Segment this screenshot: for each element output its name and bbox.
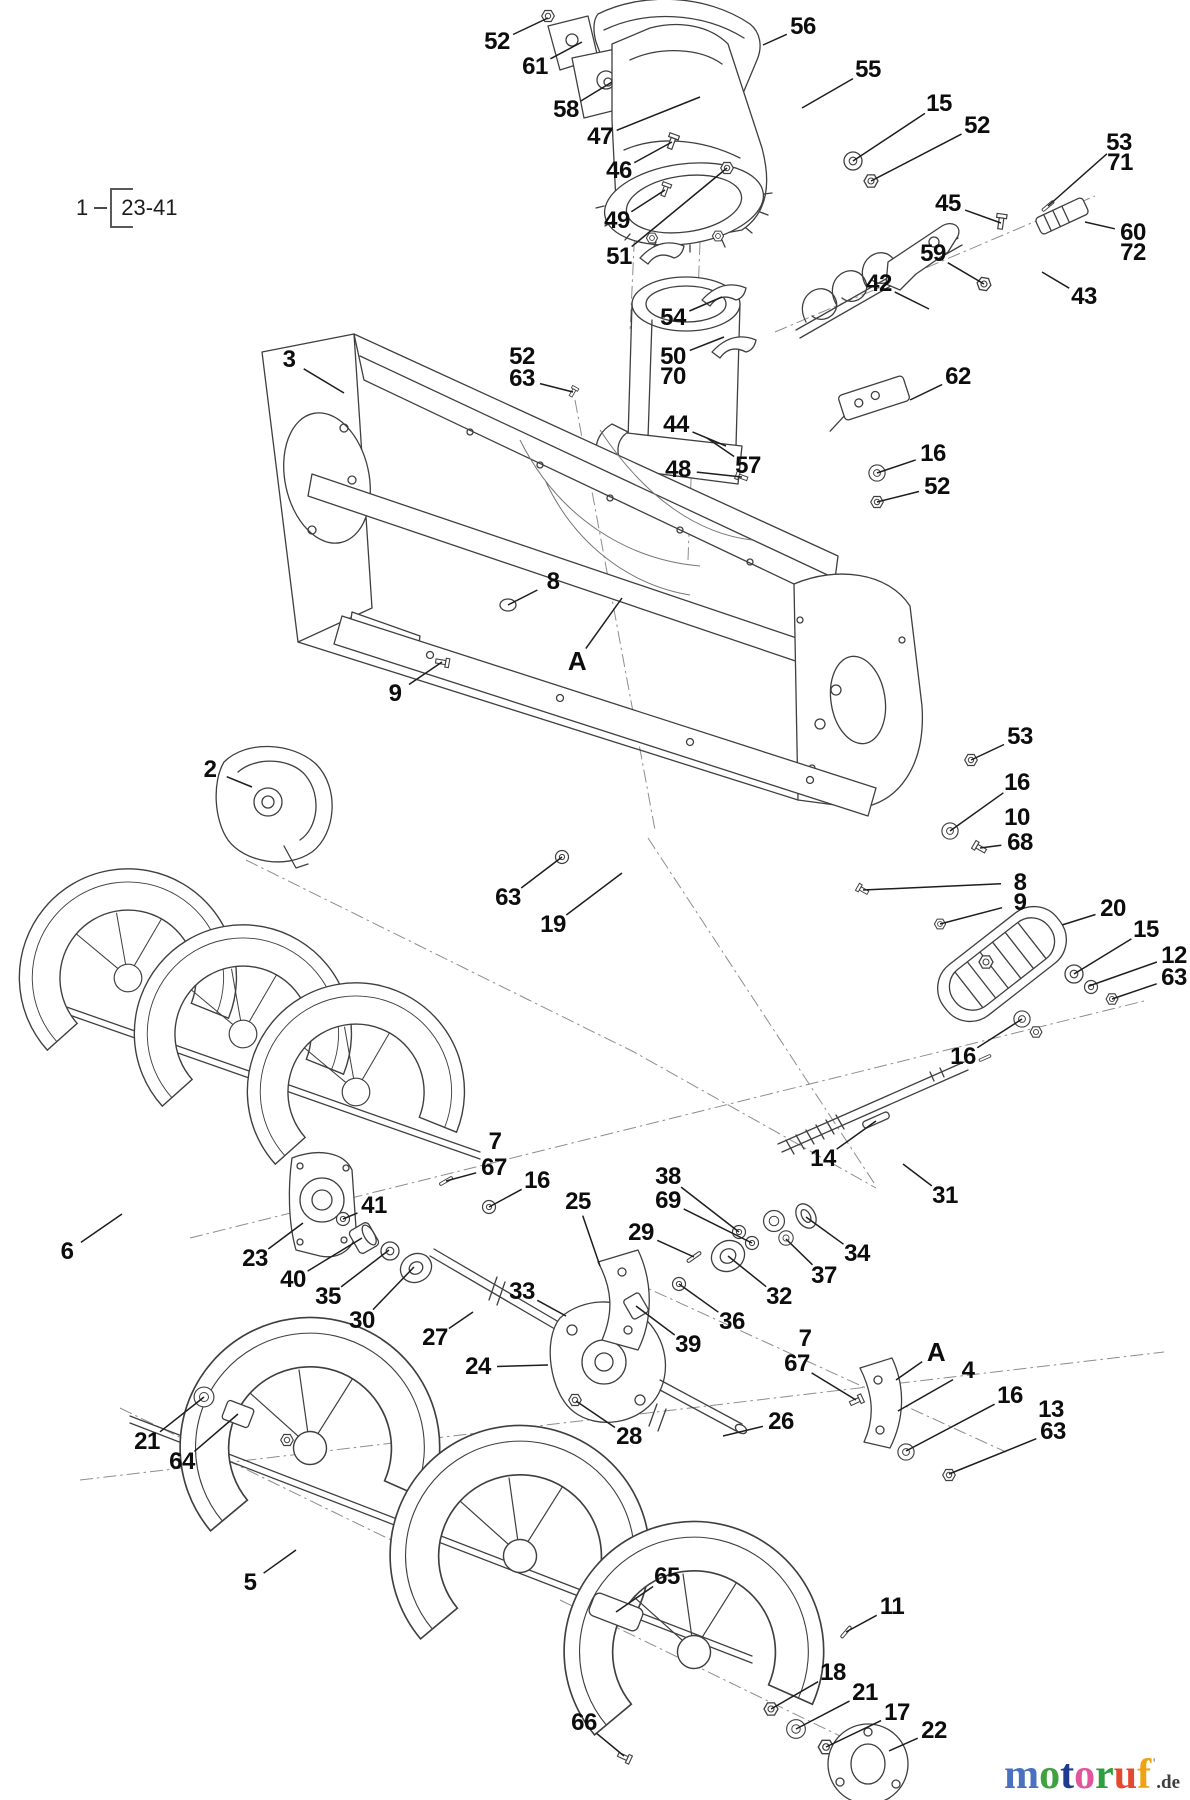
callout-14-c65: 14 bbox=[810, 1145, 836, 1172]
logo-letter-3: o bbox=[1074, 1752, 1096, 1798]
callout-21-c81: 21 bbox=[134, 1428, 160, 1455]
callout-65-c84: 65 bbox=[654, 1563, 680, 1590]
logo-letter-0: m bbox=[1004, 1752, 1040, 1798]
callout-3-c31: 3 bbox=[282, 346, 296, 373]
callout-A-c76: A bbox=[926, 1337, 946, 1367]
callout-63-c47: 63 bbox=[1161, 964, 1187, 991]
callout-15-c10: 15 bbox=[926, 90, 952, 117]
callout-62-c20: 62 bbox=[945, 363, 971, 390]
callout-52-c24: 52 bbox=[509, 343, 535, 370]
callout-68-c41: 68 bbox=[1007, 829, 1033, 856]
callout-67-c75: 67 bbox=[784, 1350, 810, 1377]
callout-32-c69: 32 bbox=[766, 1283, 792, 1310]
callout-15-c45: 15 bbox=[1133, 916, 1159, 943]
callout-58-c03: 58 bbox=[553, 96, 579, 123]
callout-16-c78: 16 bbox=[997, 1382, 1023, 1409]
callout-8-c32: 8 bbox=[546, 568, 560, 595]
motoruf-logo[interactable] bbox=[1004, 1754, 1180, 1796]
callout-30-c54: 30 bbox=[349, 1307, 375, 1334]
group-dash bbox=[94, 207, 107, 209]
callout-12-c46: 12 bbox=[1161, 942, 1187, 969]
callout-44-c26: 44 bbox=[663, 411, 689, 438]
callout-13-c79: 13 bbox=[1038, 1396, 1064, 1423]
assembly-range-label bbox=[76, 188, 178, 228]
callout-64-c82: 64 bbox=[169, 1448, 195, 1475]
callout-7-c59: 7 bbox=[488, 1128, 502, 1155]
callout-48-c27: 48 bbox=[665, 456, 691, 483]
callout-8-c42: 8 bbox=[1013, 869, 1027, 896]
callout-57-c30: 57 bbox=[735, 452, 761, 479]
callout-9-c43: 9 bbox=[1013, 889, 1027, 916]
callout-53-c12: 53 bbox=[1106, 129, 1132, 156]
callout-70-c23: 70 bbox=[660, 363, 686, 390]
callout-59-c17: 59 bbox=[920, 240, 946, 267]
callout-21-c87: 21 bbox=[852, 1679, 878, 1706]
callout-20-c44: 20 bbox=[1100, 895, 1126, 922]
callout-5-c83: 5 bbox=[243, 1569, 257, 1596]
callout-35-c53: 35 bbox=[315, 1283, 341, 1310]
callout-A-c33: A bbox=[567, 646, 587, 676]
logo-letter-6: f bbox=[1137, 1752, 1152, 1798]
callout-9-c34: 9 bbox=[388, 680, 402, 707]
logo-letters bbox=[1004, 1754, 1151, 1796]
callout-16-c61: 16 bbox=[524, 1167, 550, 1194]
callout-52-c11: 52 bbox=[964, 112, 990, 139]
callout-22-c89: 22 bbox=[921, 1717, 947, 1744]
callout-31-c66: 31 bbox=[932, 1182, 958, 1209]
group-range: 23-41 bbox=[121, 195, 178, 220]
logo-letter-4: r bbox=[1095, 1752, 1114, 1798]
callout-67-c60: 67 bbox=[481, 1154, 507, 1181]
callout-6-c49: 6 bbox=[60, 1238, 74, 1265]
callout-10-c40: 10 bbox=[1004, 804, 1030, 831]
callout-38-c62: 38 bbox=[655, 1163, 681, 1190]
callout-49-c06: 49 bbox=[604, 207, 630, 234]
callout-33-c57: 33 bbox=[509, 1278, 535, 1305]
callout-56-c08: 56 bbox=[790, 13, 816, 40]
callout-69-c63: 69 bbox=[655, 1187, 681, 1214]
callout-11-c85: 11 bbox=[879, 1593, 905, 1620]
callout-39-c71: 39 bbox=[675, 1331, 701, 1358]
callout-18-c86: 18 bbox=[820, 1659, 846, 1686]
callout-61-c02: 61 bbox=[522, 53, 548, 80]
callout-54-c21: 54 bbox=[660, 304, 686, 331]
callout-47-c04: 47 bbox=[587, 123, 613, 150]
callout-28-c73: 28 bbox=[616, 1423, 642, 1450]
callout-50-c22: 50 bbox=[660, 343, 686, 370]
callout-26-c72: 26 bbox=[768, 1408, 794, 1435]
callout-25-c58: 25 bbox=[565, 1188, 591, 1215]
callout-46-c05: 46 bbox=[606, 157, 632, 184]
callout-52-c01: 52 bbox=[484, 28, 510, 55]
callout-37-c68: 37 bbox=[811, 1262, 837, 1289]
callout-55-c09: 55 bbox=[855, 56, 881, 83]
callout-23-c50: 23 bbox=[242, 1245, 268, 1272]
logo-letter-1: o bbox=[1039, 1752, 1061, 1798]
callout-60-c15: 60 bbox=[1120, 219, 1146, 246]
callout-53-c38: 53 bbox=[1007, 723, 1033, 750]
callout-4-c77: 4 bbox=[961, 1357, 975, 1384]
callout-36-c70: 36 bbox=[719, 1308, 745, 1335]
callout-19-c37: 19 bbox=[540, 911, 566, 938]
callout-16-c39: 16 bbox=[1004, 769, 1030, 796]
callout-17-c88: 17 bbox=[884, 1699, 910, 1726]
callout-72-c16: 72 bbox=[1120, 239, 1146, 266]
callout-45-c14: 45 bbox=[935, 190, 961, 217]
callout-66-c90: 66 bbox=[571, 1709, 597, 1736]
callout-40-c52: 40 bbox=[280, 1266, 306, 1293]
callout-63-c36: 63 bbox=[495, 884, 521, 911]
callout-43-c18: 43 bbox=[1071, 283, 1097, 310]
group-bracket bbox=[110, 188, 177, 228]
group-number: 1 bbox=[76, 195, 89, 220]
callout-71-c13: 71 bbox=[1107, 149, 1133, 176]
callout-16-c48: 16 bbox=[950, 1043, 976, 1070]
callout-52-c29: 52 bbox=[924, 473, 950, 500]
logo-mark: ' bbox=[1152, 1756, 1157, 1772]
callout-63-c25: 63 bbox=[509, 365, 535, 392]
callout-7-c74: 7 bbox=[798, 1325, 812, 1352]
logo-letter-5: u bbox=[1113, 1752, 1138, 1798]
callout-51-c07: 51 bbox=[606, 243, 632, 270]
callout-16-c28: 16 bbox=[920, 440, 946, 467]
callout-41-c51: 41 bbox=[361, 1192, 387, 1219]
callout-2-c35: 2 bbox=[203, 756, 217, 783]
callout-34-c67: 34 bbox=[844, 1240, 870, 1267]
logo-letter-2: t bbox=[1060, 1752, 1075, 1798]
callout-42-c19: 42 bbox=[866, 270, 892, 297]
callout-29-c64: 29 bbox=[628, 1219, 654, 1246]
callout-63-c80: 63 bbox=[1040, 1418, 1066, 1445]
callout-24-c56: 24 bbox=[465, 1353, 491, 1380]
logo-domain-suffix: .de bbox=[1156, 1772, 1180, 1793]
callout-27-c55: 27 bbox=[422, 1324, 448, 1351]
